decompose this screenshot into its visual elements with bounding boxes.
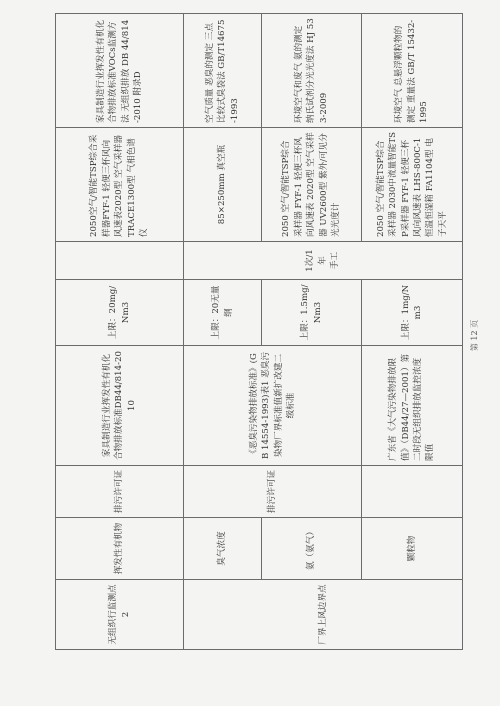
standard-cell: 家具制造行业挥发性有机化合物排放标准DB44/814-2010 [56, 346, 184, 466]
table-row [262, 14, 362, 650]
instrument-cell: 2050 空气/智能TSP综合采样器 FYF-1 轻便三杯风向风速表 2020型 空气采样器 UV2600型 紫外/可见分光光度计 [262, 128, 362, 242]
pollutant-cell: 氨（氨气） [262, 518, 362, 580]
instrument-cell: 2050空气/智能TSP综合采样器FYF-1 轻便三杯风向风速表2020型 空气采样器TRACE1300型 气相色谱仪 [56, 128, 184, 242]
method-cell: 环境空气 总悬浮颗粒物的测定 重量法 GB/T 15432-1995 [362, 14, 463, 128]
limit-cell: 上限：20无量纲 [184, 280, 262, 346]
manual-text: 手工 [330, 251, 341, 270]
pollutant-cell: 颗粒物 [362, 518, 463, 580]
table-row [56, 14, 184, 650]
pollutant-cell: 臭气浓度 [184, 518, 262, 580]
limit-cell: 上限：1mg/Nm3 [362, 280, 463, 346]
monitor-point-cell: 厂界上风边界点 [184, 580, 463, 650]
frequency-text: 1次/1年 [305, 249, 328, 272]
limit-cell: 上限：20mg/Nm3 [56, 280, 184, 346]
table-row [184, 14, 262, 650]
limit-cell: 上限：1.5mg/Nm3 [262, 280, 362, 346]
pollutant-cell: 挥发性有机物 [56, 518, 184, 580]
frequency-cell [56, 242, 184, 280]
page-number: 第 12 页 [469, 319, 479, 352]
permit-cell: 排污许可证 [184, 466, 362, 518]
frequency-cell [184, 242, 463, 280]
table-row [362, 14, 463, 650]
method-cell: 家具制造行业挥发性有机化合物排放标准VOCs监测方法 无组织排放 DB 44/814-2010 附录D [56, 14, 184, 128]
method-cell: 环境空气和废气 氨的测定 纳氏试剂分光光度法 HJ 533-2009 [262, 14, 362, 128]
rotated-table-wrapper [55, 14, 462, 650]
permit-cell [362, 466, 463, 518]
standard-cell: 《恶臭污染物排放标准》(GB 14554-1993)表1 恶臭污染物厂界标准值新扩改建二级标准 [184, 346, 362, 466]
monitoring-table [55, 13, 463, 650]
permit-cell: 排污许可证 [56, 466, 184, 518]
instrument-cell: 85×250mm 真空瓶 [184, 128, 262, 242]
standard-cell: 广东省《大气污染物排放限值》（DB44/27—2001）第二时段无组织排放监控浓度限值 [362, 346, 463, 466]
monitor-point-cell: 无组织行监测点2 [56, 580, 184, 650]
instrument-cell: 2050 空气/智能TSP综合采样器 2030中流量智能TSP采样器 FYF-1 轻便三杯风向风速表 LHS-800C-1 恒温恒湿箱 FA1104型 电子天平 [362, 128, 463, 242]
method-cell: 空气质量 恶臭的测定 三点比较式臭袋法 GB/T14675-1993 [184, 14, 262, 128]
